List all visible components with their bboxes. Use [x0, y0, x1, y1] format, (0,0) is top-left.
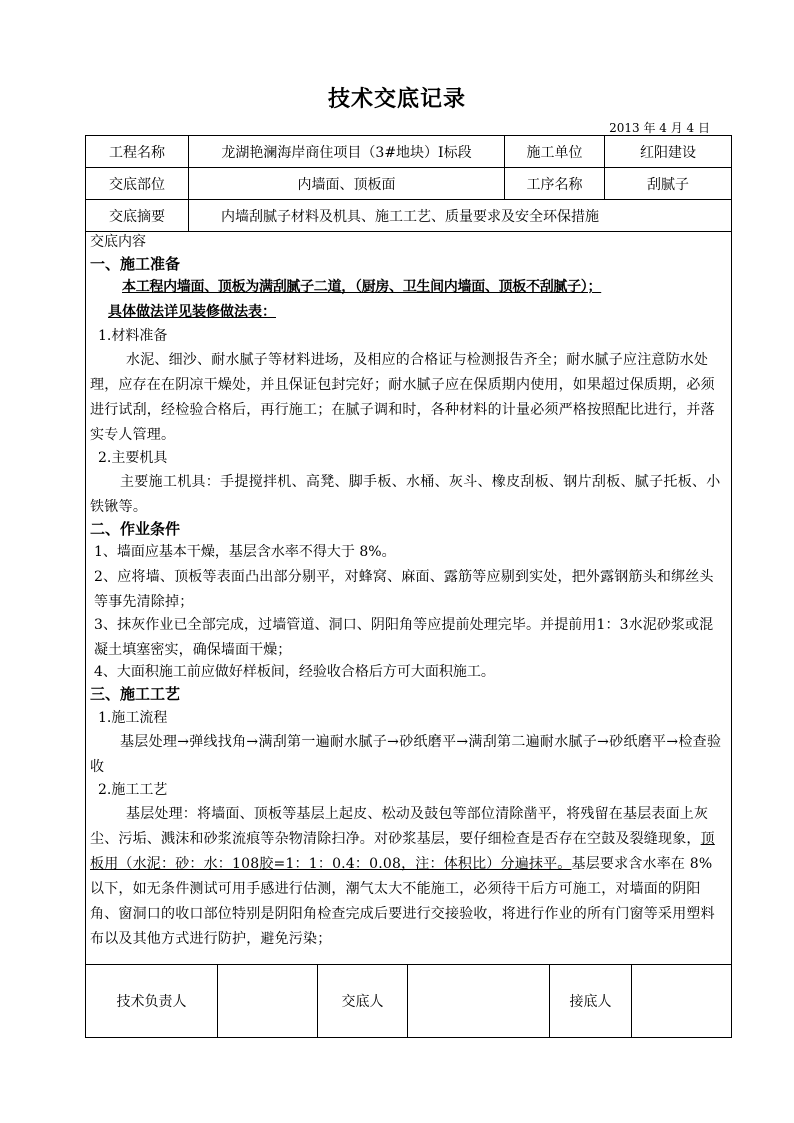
section-1-2-text: 主要施工机具：手提搅拌机、高凳、脚手板、水桶、灰斗、橡皮刮板、钢片刮板、腻子托板、小铁锹等。: [90, 474, 721, 515]
receiver-value: [632, 965, 731, 1037]
part-value: 内墙面、顶板面: [189, 168, 505, 199]
section-3-heading: 三、施工工艺: [90, 685, 181, 703]
receiver-label: 接底人: [550, 965, 632, 1037]
tech-lead-label: 技术负责人: [86, 965, 218, 1037]
content-section: [86, 232, 731, 965]
section-2-item-1: 1、墙面应基本干燥，基层含水率不得大于 8%。: [94, 544, 396, 560]
process-value: 刮腻子: [647, 176, 689, 193]
section-3-2-text-c: 基层要求含水率在 8%以下，如无条件测试可用手感进行估测，潮气太大不能施工，必须待干后方可施工，对墙面的阴阳角、窗洞口的收口部位特别是阴阳角检查完成后要进行交接验收，将进行作业的所有门窗等采用塑料布以及其他方式进行防护，避免污染；: [90, 856, 715, 947]
section-2-heading: 二、作业条件: [90, 520, 181, 538]
section-1-1-text: 水泥、细沙、耐水腻子等材料进场，及相应的合格证与检测报告齐全；耐水腻子应注意防水处理，应存在在阴凉干燥处，并且保证包封完好；耐水腻子应在保质期内使用，如果超过保质期，必须进行试刮，经检验合格后，再行施工；在腻子调和时，各种材料的计量必须严格按照配比进行，并落实专人管理。: [90, 352, 715, 443]
section-1-heading: 一、施工准备: [90, 255, 181, 273]
section-3-2-heading: 2.施工工艺: [98, 782, 168, 798]
section-1-2-heading: 2.主要机具: [98, 450, 168, 466]
section-1-intro-2: 具体做法详见装修做法表：: [108, 304, 276, 320]
row-part: [86, 168, 731, 200]
section-3-2-text-b: 顶板用（水泥：砂：水：108胶=1：1：0.4：0.08，注：体积比）分遍抹平。: [90, 831, 715, 872]
row-summary: [86, 200, 731, 232]
section-3-1-text: 基层处理→弹线找角→满刮第一遍耐水腻子→砂纸磨平→满刮第二遍耐水腻子→砂纸磨平→检查验收: [90, 734, 722, 775]
section-1-intro-1: 本工程内墙面、顶板为满刮腻子二道，（厨房、卫生间内墙面、顶板不刮腻子）；: [122, 279, 602, 295]
section-3-1-heading: 1.施工流程: [98, 710, 168, 726]
project-label: 工程名称: [86, 136, 189, 167]
row-project: [86, 136, 731, 168]
section-2-item-4: 4、大面积施工前应做好样板间，经验收合格后方可大面积施工。: [94, 664, 495, 680]
tech-lead-value: [218, 965, 318, 1037]
section-2-item-2: 2、应将墙、顶板等表面凸出部分剔平，对蜂窝、麻面、露筋等应剔到实处，把外露钢筋头和绑丝头等事先清除掉；: [94, 569, 714, 610]
project-value: 龙湖艳澜海岸商住项目（3#地块）Ⅰ标段: [189, 136, 505, 167]
process-label: 工序名称: [505, 168, 605, 199]
section-3-2-text-a: 基层处理：将墙面、顶板等基层上起皮、松动及鼓包等部位清除凿平，将残留在基层表面上灰尘、污垢、溅沫和砂浆流痕等杂物清除扫净。对砂浆基层，要仔细检查是否存在空鼓及裂缝现象，: [90, 806, 709, 847]
row-signatures: [86, 965, 731, 1037]
section-3-2-text: [90, 802, 726, 952]
document-title: 技术交底记录: [327, 86, 466, 112]
part-label: 交底部位: [86, 168, 189, 199]
giver-value: [408, 965, 550, 1037]
summary-label: 交底摘要: [86, 200, 189, 231]
record-table: [85, 135, 732, 1038]
document-date: 2013 年 4 月 4 日: [609, 121, 710, 135]
unit-value: 红阳建设: [640, 144, 696, 161]
giver-label: 交底人: [318, 965, 408, 1037]
section-1-1-heading: 1.材料准备: [98, 328, 168, 344]
unit-label: 施工单位: [505, 136, 605, 167]
section-2-item-3: 3、抹灰作业已全部完成，过墙管道、洞口、阴阳角等应提前处理完毕。并提前用1：3水泥砂浆或混凝土填塞密实，确保墙面干燥；: [94, 617, 714, 658]
content-heading: 交底内容: [90, 234, 146, 250]
summary-value: 内墙刮腻子材料及机具、施工工艺、质量要求及安全环保措施: [221, 208, 599, 225]
